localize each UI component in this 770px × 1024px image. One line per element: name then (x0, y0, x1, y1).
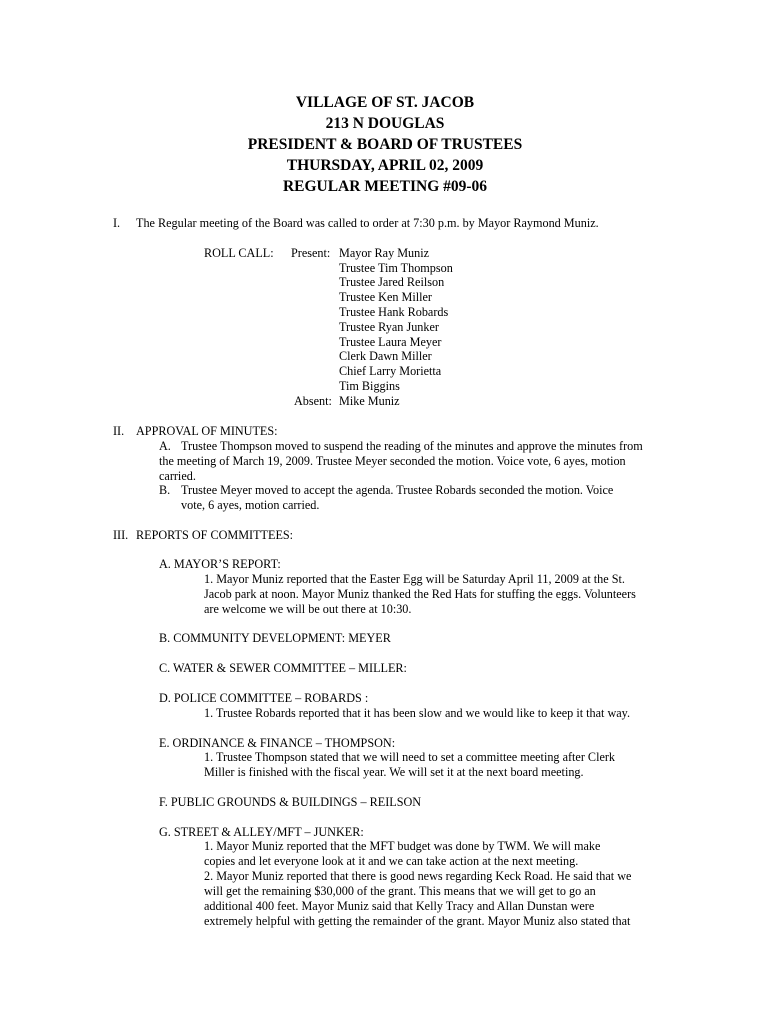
street-alley-heading: G. STREET & ALLEY/MFT – JUNKER: (159, 825, 364, 839)
absent-name: Mike Muniz (339, 394, 400, 408)
street-alley-text: extremely helpful with getting the remainder of the grant. Mayor Muniz also stated that (204, 914, 631, 928)
item-letter: A. (159, 439, 171, 453)
ordinance-finance-text: 1. Trustee Thompson stated that we will need to set a committee meeting after Clerk (204, 750, 616, 764)
item-letter: B. (159, 483, 171, 497)
street-alley-text: 2. Mayor Muniz reported that there is good news regarding Keck Road. He said that we (204, 869, 632, 883)
street-alley-text: additional 400 feet. Mayor Muniz said that Kelly Tracy and Allan Dunstan were (204, 899, 595, 913)
minutes-item-a-text: Trustee Thompson moved to suspend the reading of the minutes and approve the minutes from (181, 439, 643, 453)
ordinance-finance-text: Miller is finished with the fiscal year. We will set it at the next board meeting. (204, 765, 584, 779)
section-3-number: III. (113, 528, 129, 542)
attendee-name: Tim Biggins (339, 379, 400, 393)
section-3-heading: REPORTS OF COMMITTEES: (136, 528, 294, 542)
attendee-name: Trustee Tim Thompson (339, 261, 453, 275)
meeting-date: THURSDAY, APRIL 02, 2009 (286, 157, 484, 174)
mayors-report-text: are welcome we will be out there at 10:30. (204, 602, 412, 616)
police-committee-heading: D. POLICE COMMITTEE – ROBARDS : (159, 691, 369, 705)
address-line: 213 N DOUGLAS (325, 115, 445, 132)
mayors-report-text: Jacob park at noon. Mayor Muniz thanked the Red Hats for stuffing the eggs. Volunteers (204, 587, 636, 601)
present-label: Present: (291, 246, 331, 260)
village-title: VILLAGE OF ST. JACOB (295, 94, 475, 111)
community-development-heading: B. COMMUNITY DEVELOPMENT: MEYER (159, 631, 391, 645)
attendee-name: Trustee Ken Miller (339, 290, 432, 304)
public-grounds-heading: F. PUBLIC GROUNDS & BUILDINGS – REILSON (159, 795, 422, 809)
street-alley-text: copies and let everyone look at it and we can take action at the next meeting. (204, 854, 579, 868)
street-alley-text: 1. Mayor Muniz reported that the MFT budget was done by TWM. We will make (204, 839, 601, 853)
section-2-heading: APPROVAL OF MINUTES: (136, 424, 278, 438)
roll-call-label: ROLL CALL: (204, 246, 274, 260)
section-2-number: II. (113, 424, 125, 438)
water-sewer-heading: C. WATER & SEWER COMMITTEE – MILLER: (159, 661, 407, 675)
minutes-item-a-text: carried. (159, 469, 196, 483)
attendee-name: Trustee Laura Meyer (339, 335, 442, 349)
section-1-number: I. (113, 216, 121, 230)
attendee-name: Mayor Ray Muniz (339, 246, 430, 260)
meeting-number: REGULAR MEETING #09-06 (282, 178, 488, 195)
police-committee-text: 1. Trustee Robards reported that it has been slow and we would like to keep it that way. (204, 706, 631, 720)
attendee-name: Trustee Hank Robards (339, 305, 449, 319)
ordinance-finance-heading: E. ORDINANCE & FINANCE – THOMPSON: (159, 736, 396, 750)
minutes-item-a-text: the meeting of March 19, 2009. Trustee Meyer seconded the motion. Voice vote, 6 ayes, motion (159, 454, 626, 468)
attendee-name: Trustee Ryan Junker (339, 320, 439, 334)
minutes-item-b-text: vote, 6 ayes, motion carried. (181, 498, 320, 512)
mayors-report-heading: A. MAYOR’S REPORT: (159, 557, 281, 571)
mayors-report-text: 1. Mayor Muniz reported that the Easter Egg will be Saturday April 11, 2009 at the St. (204, 572, 625, 586)
attendee-name: Clerk Dawn Miller (339, 349, 432, 363)
minutes-item-b-text: Trustee Meyer moved to accept the agenda. Trustee Robards seconded the motion. Voice (181, 483, 614, 497)
absent-label: Absent: (294, 394, 332, 408)
call-to-order-text: The Regular meeting of the Board was called to order at 7:30 p.m. by Mayor Raymond Muniz. (136, 216, 599, 230)
board-title: PRESIDENT & BOARD OF TRUSTEES (247, 136, 523, 153)
street-alley-text: will get the remaining $30,000 of the grant. This means that we will get to go an (204, 884, 596, 898)
attendee-name: Trustee Jared Reilson (339, 275, 445, 289)
attendee-name: Chief Larry Morietta (339, 364, 442, 378)
